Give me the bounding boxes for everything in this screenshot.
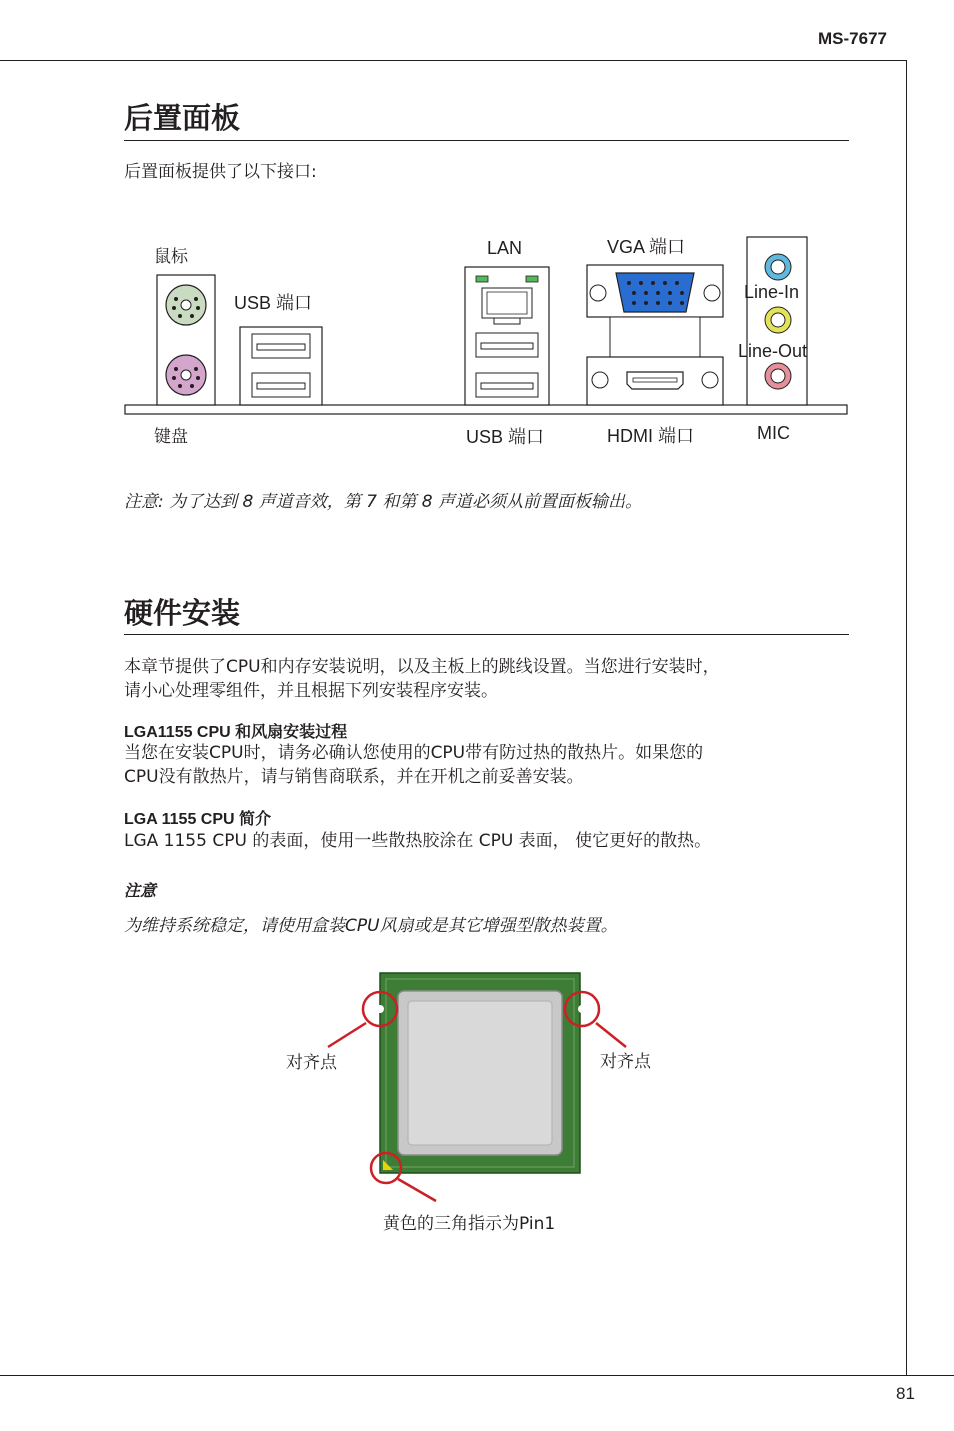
label-mouse: 鼠标 xyxy=(154,247,188,267)
label-usb-bottom: USB 端口 xyxy=(466,427,545,447)
io-shield-bar xyxy=(125,405,847,414)
hardware-intro xyxy=(124,655,854,703)
hardware-title: 硬件安装 xyxy=(124,596,241,630)
note-title: 注意 xyxy=(124,881,157,900)
rear-panel-note: 注意: 为了达到 8 声道音效，第 7 和第 8 声道必须从前置面板输出。 xyxy=(124,492,643,512)
section-rule xyxy=(124,634,849,635)
cpu-fan-line: 当您在安装CPU时，请务必确认您使用的CPU带有防过热的散热片。如果您的 xyxy=(124,743,704,763)
label-line-in: Line-In xyxy=(744,282,800,302)
cpu-fan-text xyxy=(124,741,854,789)
section-rule xyxy=(124,140,849,141)
pin1-caption: 黄色的三角指示为Pin1 xyxy=(383,1214,556,1234)
hardware-intro-line: 本章节提供了CPU和内存安装说明，以及主板上的跳线设置。当您进行安装时， xyxy=(124,657,720,677)
model-number: MS-7677 xyxy=(818,29,887,48)
label-line-out: Line-Out xyxy=(738,341,808,361)
label-lan: LAN xyxy=(487,238,523,258)
rear-panel-intro: 后置面板提供了以下接口: xyxy=(124,162,317,182)
cpu-intro-text: LGA 1155 CPU 的表面，使用一些散热胶涂在 CPU 表面， 使它更好的散热。 xyxy=(124,831,712,851)
label-hdmi: HDMI 端口 xyxy=(607,426,694,446)
cpu-diagram xyxy=(320,965,640,1205)
lan-usb-stack xyxy=(465,267,549,405)
note-text: 为维持系统稳定，请使用盒装CPU风扇或是其它增强型散热装置。 xyxy=(124,916,618,936)
label-vga: VGA 端口 xyxy=(607,237,686,257)
vga-hdmi-block xyxy=(587,265,723,405)
rear-panel-title: 后置面板 xyxy=(124,101,241,135)
cpu-fan-line: CPU没有散热片，请与销售商联系，并在开机之前妥善安装。 xyxy=(124,767,584,787)
audio-jacks xyxy=(747,237,807,405)
label-keyboard: 键盘 xyxy=(154,427,188,447)
right-margin-rule xyxy=(906,60,907,1376)
footer-rule xyxy=(0,1375,954,1376)
cpu-intro-heading: LGA 1155 CPU 简介 xyxy=(124,811,272,828)
align-point-right: 对齐点 xyxy=(600,1052,651,1072)
hardware-intro-line: 请小心处理零组件，并且根据下列安装程序安装。 xyxy=(124,681,498,701)
align-point-left: 对齐点 xyxy=(286,1053,337,1073)
ps2-ports xyxy=(157,275,215,405)
usb-ports-left xyxy=(240,327,322,405)
header-rule xyxy=(0,60,906,61)
cpu-fan-heading: LGA1155 CPU 和风扇安装过程 xyxy=(124,724,348,741)
label-mic: MIC xyxy=(757,423,790,443)
page-number: 81 xyxy=(896,1384,915,1403)
label-usb-top: USB 端口 xyxy=(234,293,313,313)
